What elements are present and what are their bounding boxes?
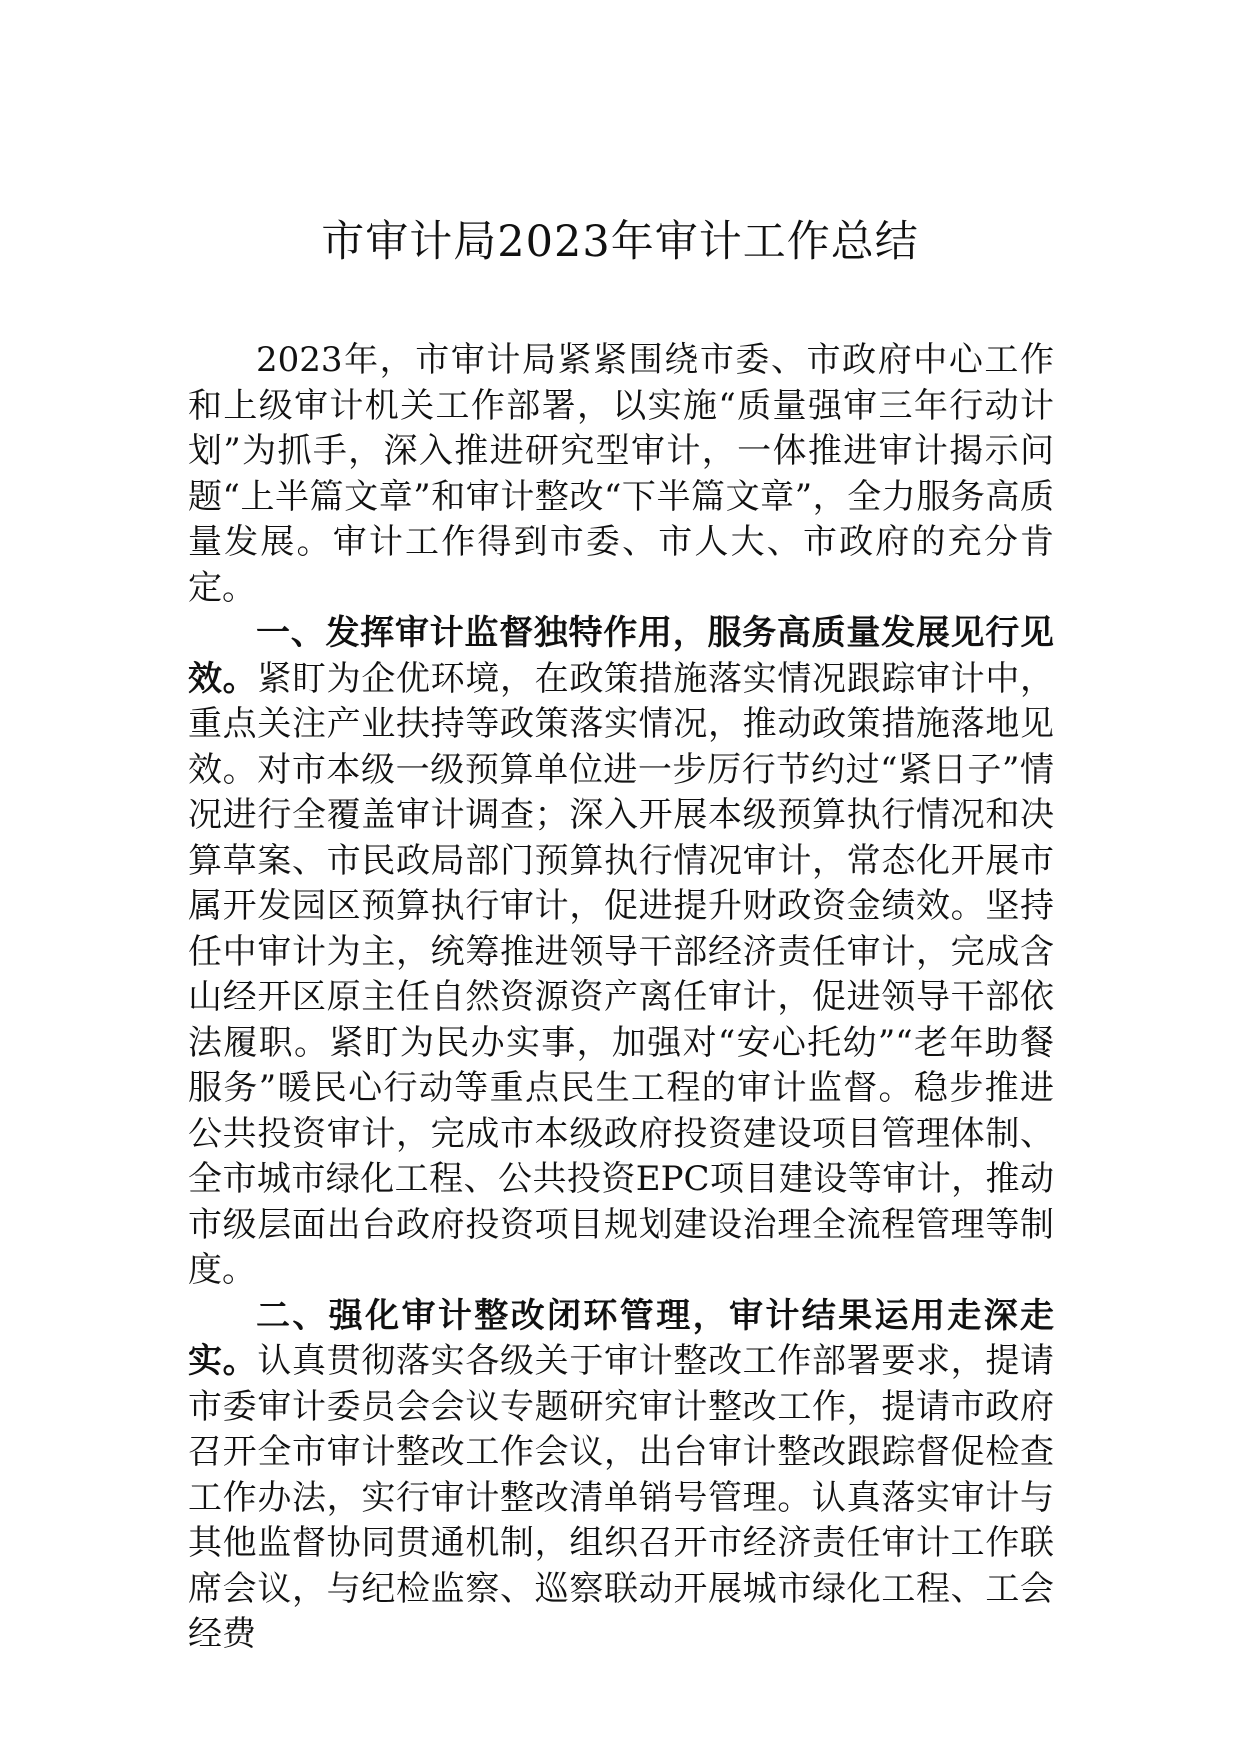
section-2-text: 认真贯彻落实各级关于审计整改工作部署要求，提请市委审计委员会会议专题研究审计整改工作，提请市政府召开全市审计整改工作会议，出台审计整改跟踪督促检查工作办法，实行审计整改清单销号管理。认真落实审计与其他监督协同贯通机制，组织召开市经济责任审计工作联席会议，与纪检监察、巡察联动开展城市绿化工程、工会经费: [188, 1341, 1055, 1654]
paragraph-section-1: [188, 611, 1054, 1294]
section-2-heading: 二、强化审计整改闭环管理，审计结果运用走深走实。: [188, 1295, 1054, 1381]
section-1-heading: 一、发挥审计监督独特作用，服务高质量发展见行见效。: [188, 613, 1054, 699]
paragraph-section-2: [188, 1294, 1054, 1658]
document-title: 市审计局2023年审计工作总结: [321, 217, 919, 267]
section-1-text: 紧盯为企优环境，在政策措施落实情况跟踪审计中，重点关注产业扶持等政策落实情况，推动政策措施落地见效。对市本级一级预算单位进一步厉行节约过“紧日子”情况进行全覆盖审计调查；深入开展本级预算执行情况和决算草案、市民政局部门预算执行情况审计，常态化开展市属开发园区预算执行审计，促进提升财政资金绩效。坚持任中审计为主，统筹推进领导干部经济责任审计，完成含山经开区原主任自然资源资产离任审计，促进领导干部依法履职。紧盯为民办实事，加强对“安心托幼”“老年助餐服务”暖民心行动等重点民生工程的审计监督。稳步推进公共投资审计，完成市本级政府投资建设项目管理体制、全市城市绿化工程、公共投资EPC项目建设等审计，推动市级层面出台政府投资项目规划建设治理全流程管理等制度。: [188, 658, 1055, 1290]
document-body: [188, 338, 1054, 1658]
paragraph-intro: [188, 338, 1054, 611]
paragraph-intro-text: 2023年，市审计局紧紧围绕市委、市政府中心工作和上级审计机关工作部署，以实施“质量强审三年行动计划”为抓手，深入推进研究型审计，一体推进审计揭示问题“上半篇文章”和审计整改“下半篇文章”，全力服务高质量发展。审计工作得到市委、市人大、市政府的充分肯定。: [188, 340, 1054, 608]
